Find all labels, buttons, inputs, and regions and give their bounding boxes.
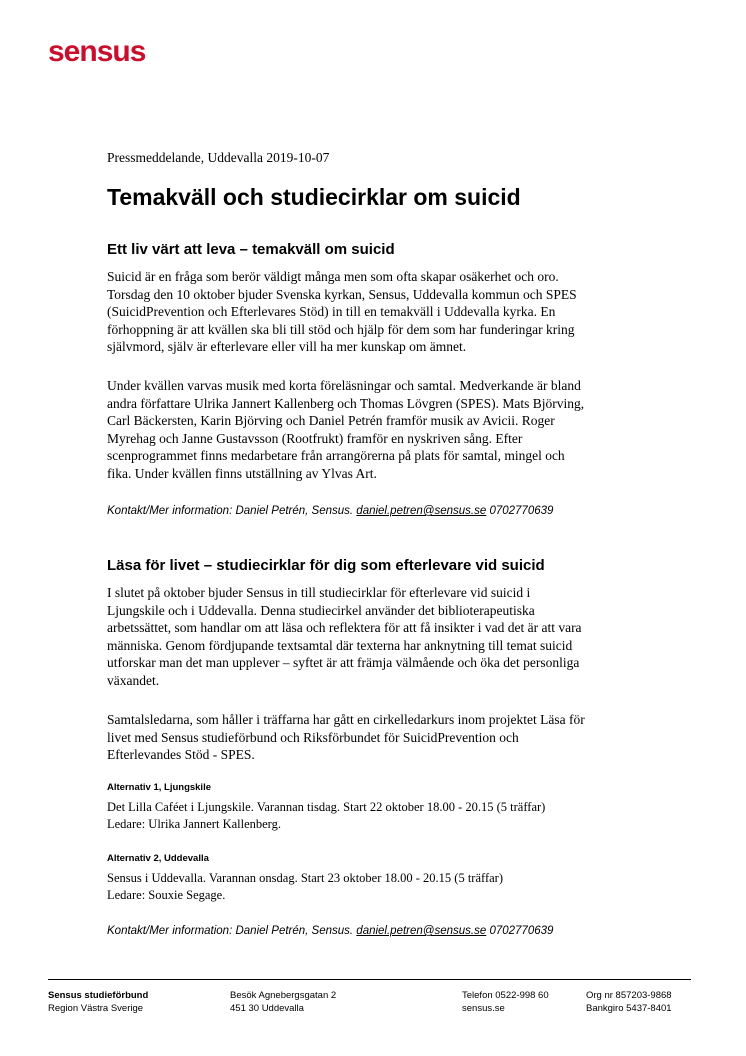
text-line: Carl Bäckersten, Karin Björving och Daniel Petrén framför musik av Avicii. Roger: [107, 413, 555, 428]
text-line: Torsdag den 10 oktober bjuder Svenska kyrkan, Sensus, Uddevalla kommun och SPES: [107, 286, 577, 302]
text-line: människa. Genom fördjupande textsamtal där texterna har anknytning till temat suicid: [107, 637, 573, 653]
footer-orgnr: Org nr 857203-9868: [586, 990, 672, 1001]
page-title: Temakväll och studiecirklar om suicid: [107, 184, 521, 210]
footer-org: [48, 989, 148, 1015]
footer-address: [230, 989, 336, 1015]
footer-phone: Telefon 0522-998 60: [462, 990, 549, 1001]
footer-org-region: Region Västra Sverige: [48, 1003, 144, 1014]
footer-postal: 451 30 Uddevalla: [230, 1003, 304, 1014]
text-line: I slutet på oktober bjuder Sensus in till studiecirklar för efterlevare vid suicid i: [107, 585, 531, 600]
section2-contact: [107, 923, 647, 939]
contact-email-link[interactable]: daniel.petren@sensus.se: [356, 505, 487, 517]
section1-para1: [107, 268, 647, 356]
contact-prefix: Kontakt/Mer information: Daniel Petrén, Sensus.: [107, 925, 357, 937]
text-line: växandet.: [107, 672, 160, 688]
text-line: scenprogrammet finns medarbetare från arrangörerna på plats för samtal, mingel och: [107, 448, 565, 463]
text-line: Myrehag och Janne Gustavsson (Rootfrukt) framför en nyskriven sång. Efter: [107, 430, 523, 446]
alternative-1: [107, 781, 647, 833]
section2-heading: Läsa för livet – studiecirklar för dig som efterlevare vid suicid: [107, 557, 545, 574]
section1-para2: [107, 377, 647, 482]
section1-heading: Ett liv värt att leva – temakväll om suicid: [107, 241, 395, 258]
dateline: Pressmeddelande, Uddevalla 2019-10-07: [107, 150, 330, 165]
alternative-2: [107, 852, 647, 904]
text-line: utforskar man det man upplever – syftet är att främja välmående och öka det personliga: [107, 655, 580, 670]
text-line: Efterlevandes Stöd - SPES.: [107, 747, 255, 762]
alternative-2-leader: Ledare: Souxie Segage.: [107, 888, 226, 902]
footer-bankgiro: Bankgiro 5437-8401: [586, 1003, 672, 1014]
text-line: fika. Under kvällen finns utställning av Ylvas Art.: [107, 465, 377, 481]
footer-visit: Besök Agnebergsgatan 2: [230, 990, 337, 1001]
footer-divider: [48, 979, 691, 980]
alternative-1-title: Alternativ 1, Ljungskile: [107, 782, 211, 793]
contact-prefix: Kontakt/Mer information: Daniel Petrén, Sensus.: [107, 505, 357, 517]
alternative-2-title: Alternativ 2, Uddevalla: [107, 853, 209, 864]
text-line: arbetssättet, som handlar om att läsa och reflektera för att få insikter i vad det är att vara: [107, 620, 582, 635]
footer-numbers: [586, 989, 672, 1015]
text-line: andra författare Ulrika Jannert Kallenberg och Thomas Lövgren (SPES). Mats Björving,: [107, 395, 585, 411]
contact-email-link[interactable]: daniel.petren@sensus.se: [356, 925, 487, 937]
section2-para2: [107, 711, 647, 764]
contact-phone: 0702770639: [486, 505, 554, 517]
contact-phone: 0702770639: [486, 925, 554, 937]
alternative-1-schedule: Det Lilla Caféet i Ljungskile. Varannan tisdag. Start 22 oktober 18.00 - 20.15 (5 träffar): [107, 800, 546, 814]
footer-org-name: Sensus studieförbund: [48, 990, 149, 1001]
footer-web: sensus.se: [462, 1003, 505, 1014]
alternative-1-leader: Ledare: Ulrika Jannert Kallenberg.: [107, 817, 281, 831]
section2-para1: [107, 584, 647, 689]
text-line: Samtalsledarna, som håller i träffarna har gått en cirkelledarkurs inom projektet Läsa för: [107, 712, 585, 727]
footer-contact: [462, 989, 549, 1015]
text-line: förhoppning är att kvällen ska bli till stöd och hjälp för dem som har funderingar kring: [107, 321, 575, 337]
sensus-logo: sensus: [48, 35, 146, 68]
alternative-2-schedule: Sensus i Uddevalla. Varannan onsdag. Start 23 oktober 18.00 - 20.15 (5 träffar): [107, 871, 503, 885]
text-line: livet med Sensus studieförbund och Riksförbundet för SuicidPrevention och: [107, 729, 519, 745]
section1-contact: [107, 503, 647, 519]
text-line: (SuicidPrevention och Efterlevares Stöd) in till en temakväll i Uddevalla kyrka. En: [107, 304, 556, 319]
text-line: Under kvällen varvas musik med korta föreläsningar och samtal. Medverkande är bland: [107, 378, 581, 393]
text-line: självmord, själv är efterlevare eller vill ha mer kunskap om ämnet.: [107, 339, 467, 354]
text-line: Suicid är en fråga som berör väldigt många men som ofta skapar osäkerhet och oro.: [107, 269, 559, 284]
text-line: Ljungskile och i Uddevalla. Denna studiecirkel använder det biblioterapeutiska: [107, 602, 535, 618]
